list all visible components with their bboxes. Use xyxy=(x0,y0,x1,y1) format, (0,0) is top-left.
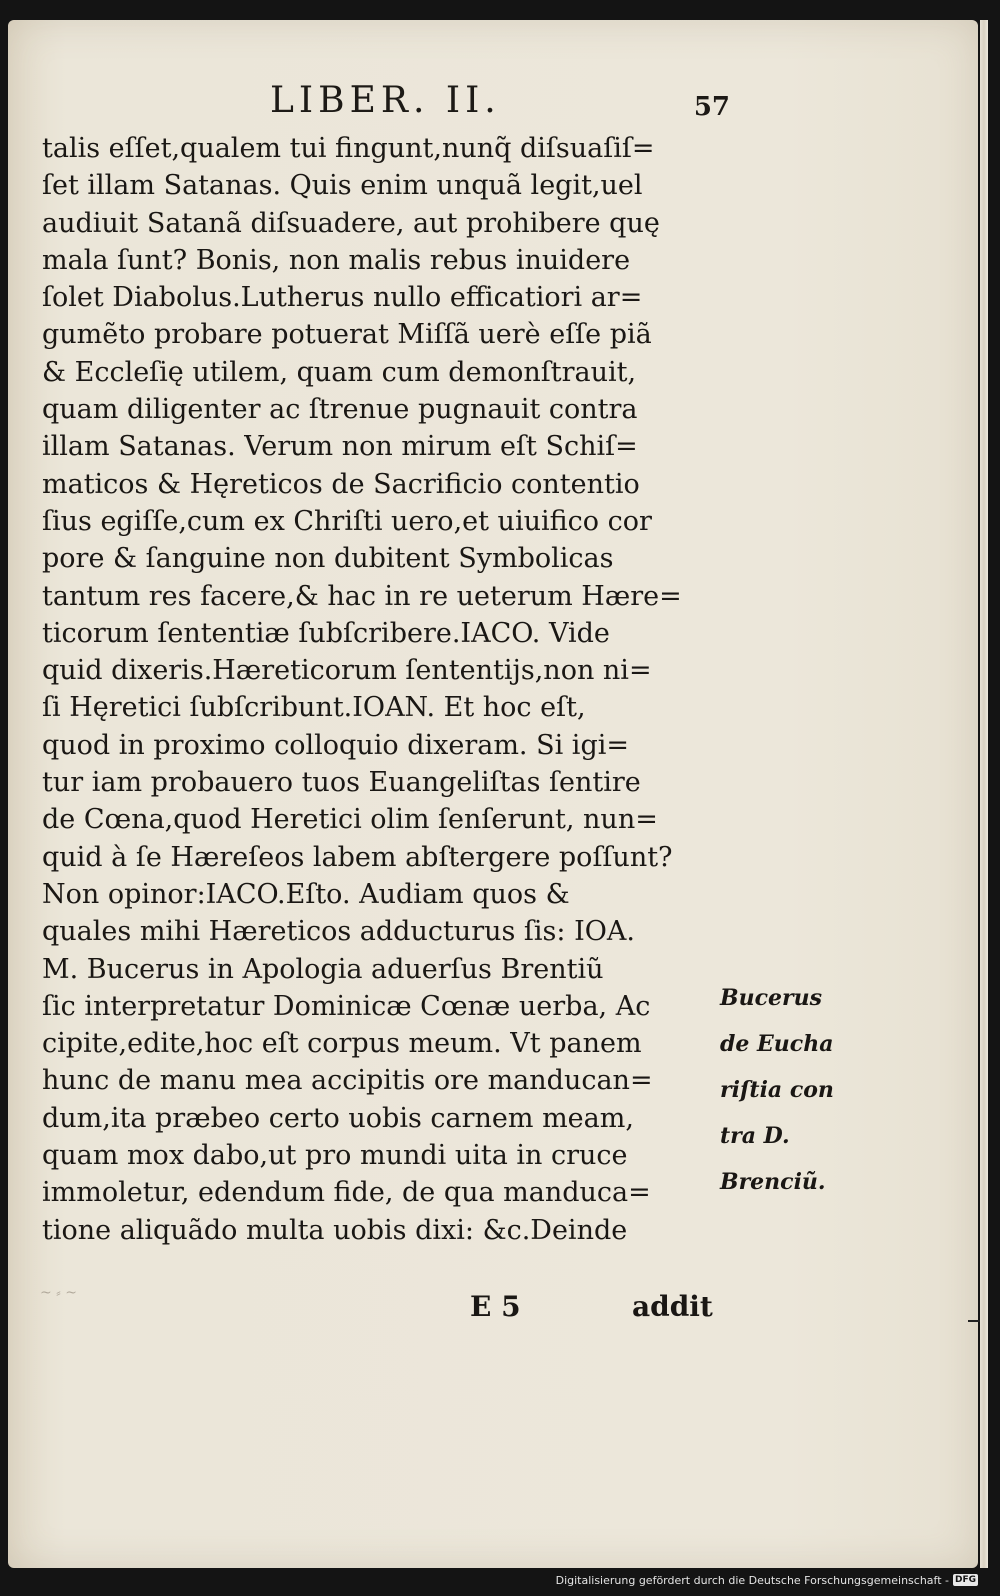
page-edge xyxy=(980,20,988,1568)
text-line: mala ſunt? Bonis, non malis rebus inuidere xyxy=(42,244,631,276)
dfg-logo-icon: DFG xyxy=(954,1575,976,1585)
credit-text: Digitalisierung gefördert durch die Deutsche Forschungsgemeinschaft - xyxy=(555,1573,949,1587)
signature-mark: E 5 xyxy=(470,1290,521,1323)
ink-smudge: ~ ⸗ ~ xyxy=(40,1285,78,1301)
text-line: quod in proximo colloquio dixeram. Si igi= xyxy=(42,729,629,761)
page-number: 57 xyxy=(693,92,730,122)
text-line: quales mihi Hæreticos adducturus ſis: IOA. xyxy=(42,916,635,948)
text-line: tur iam probauero tuos Euangeliſtas ſentire xyxy=(42,767,641,799)
text-line: dum,ita præbeo certo uobis carnem meam, xyxy=(42,1102,634,1134)
text-line: ſolet Diabolus.Lutherus nullo efficatiori ar= xyxy=(42,282,643,314)
text-line: hunc de manu mea accipitis ore manducan= xyxy=(42,1065,653,1097)
text-line: M. Bucerus in Apologia aduerſus Brentiũ xyxy=(42,953,604,985)
text-line: de Cœna,quod Heretici olim ſenſerunt, nun= xyxy=(42,804,658,836)
marginal-note xyxy=(720,975,860,1205)
text-line: illam Satanas. Verum non mirum eſt Schiſ= xyxy=(42,431,638,463)
text-line: ſi Hęretici ſubſcribunt.IOAN. Et hoc eſt, xyxy=(42,692,586,724)
text-line: tantum res facere,& hac in re ueterum Hære= xyxy=(42,580,682,612)
marginal-note-line: tra D. xyxy=(720,1123,790,1149)
text-line: pore & ſanguine non dubitent Symbolicas xyxy=(42,543,614,575)
text-line: gumẽto probare potuerat Miſſã uerè eſſe piã xyxy=(42,319,652,351)
text-line: ticorum ſententiæ ſubſcribere.IACO. Vide xyxy=(42,617,610,649)
text-line: immoletur, edendum fide, de qua manduca= xyxy=(42,1177,651,1209)
marginal-note-line: Brenciũ. xyxy=(720,1169,826,1195)
text-line: cipite,edite,hoc eſt corpus meum. Vt panem xyxy=(42,1028,642,1060)
page-edge-mark xyxy=(968,1320,980,1322)
catchword: addit xyxy=(632,1290,713,1323)
digitization-credit xyxy=(556,1570,978,1590)
text-line: ſet illam Satanas. Quis enim unquã legit,uel xyxy=(42,170,643,202)
body-text xyxy=(42,130,732,1249)
running-head xyxy=(270,80,730,130)
text-line: talis eſſet,qualem tui fingunt,nunq̃ diſsuaſiſ= xyxy=(42,133,655,164)
text-line: ſius egiſſe,cum ex Chriſti uero,et uiuifico cor xyxy=(42,505,652,537)
text-line: ſic interpretatur Dominicæ Cœnæ uerba, Ac xyxy=(42,990,651,1022)
marginal-note-line: riſtia con xyxy=(720,1077,834,1103)
marginal-note-line: Bucerus xyxy=(720,985,822,1011)
text-line: maticos & Hęreticos de Sacrificio contentio xyxy=(42,468,640,500)
running-title: LIBER. II. xyxy=(270,80,501,121)
text-line: quam mox dabo,ut pro mundi uita in cruce xyxy=(42,1140,628,1172)
text-line: audiuit Satanã diſsuadere, aut prohibere quę xyxy=(42,207,660,239)
text-line: quid à ſe Hæreſeos labem abſtergere poſſunt? xyxy=(42,841,673,873)
text-line: Non opinor:IACO.Eſto. Audiam quos & xyxy=(42,878,570,910)
text-line: tione aliquãdo multa uobis dixi: &c.Deinde xyxy=(42,1214,628,1246)
text-line: & Eccleſię utilem, quam cum demonſtrauit, xyxy=(42,356,637,388)
text-line: quam diligenter ac ſtrenue pugnauit contra xyxy=(42,394,638,426)
marginal-note-line: de Eucha xyxy=(720,1031,834,1057)
text-line: quid dixeris.Hæreticorum ſententijs,non ni= xyxy=(42,655,652,687)
